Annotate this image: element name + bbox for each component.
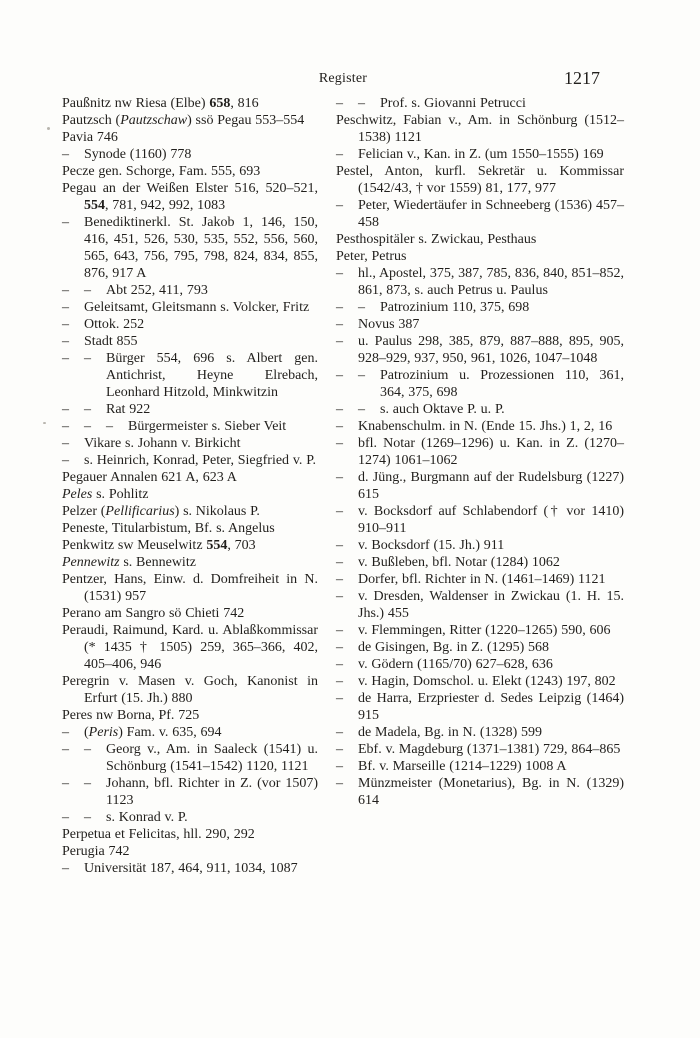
entry-text: Bürger 554, 696 s. Albert gen. Antichrist, Heyne Elrebach, Leonhard Hitzold, Minkwitzin: [106, 351, 318, 400]
entry-text: Benediktinerkl. St. Jakob 1, 146, 150, 416, 451, 526, 530, 535, 552, 556, 560, 565, 643, 756, 795, 798, 824, 834, 855, 876, 917 A: [84, 215, 318, 281]
entry-text: 554: [206, 538, 228, 553]
entry-text: Georg v., Am. in Saaleck (1541) u. Schönburg (1541–1542) 1120, 1121: [106, 742, 318, 774]
index-entry: [62, 741, 318, 775]
index-entry: [336, 367, 624, 401]
index-entry: [62, 707, 318, 724]
entry-text: Pautzsch (: [62, 113, 121, 128]
entry-text: v. Dresden, Waldenser in Zwickau (1. H. 15. Jhs.) 455: [358, 589, 624, 621]
index-entry: [336, 112, 624, 146]
subentry-dash: –: [336, 300, 343, 315]
entry-text: Knabenschulm. in N. (Ende 15. Jhs.) 1, 2, 16: [358, 419, 613, 434]
subentry-dash: –: [84, 810, 91, 825]
subentry-dash: –: [62, 453, 69, 468]
entry-text: Penkwitz sw Meuselwitz: [62, 538, 207, 553]
entry-text: Peneste, Titularbistum, Bf. s. Angelus: [62, 521, 275, 536]
entry-text: Pentzer, Hans, Einw. d. Domfreiheit in N. (1531) 957: [62, 572, 318, 604]
subentry-dash: –: [336, 742, 343, 757]
entry-text: Peter, Wiedertäufer in Schneeberg (1536) 457–458: [358, 198, 624, 230]
index-entry: [62, 843, 318, 860]
index-entry: [62, 316, 318, 333]
entry-text: Rat 922: [106, 402, 151, 417]
entry-text: , 816: [230, 96, 259, 111]
entry-text: Patrozinium 110, 375, 698: [380, 300, 530, 315]
index-entry: [62, 418, 318, 435]
entry-text: Perugia 742: [62, 844, 130, 859]
subentry-dash: –: [62, 810, 69, 825]
index-entry: [62, 146, 318, 163]
index-entry: [336, 588, 624, 622]
entry-text: Bf. v. Marseille (1214–1229) 1008 A: [358, 759, 567, 774]
entry-text: Stadt 855: [84, 334, 138, 349]
index-entry: [62, 163, 318, 180]
subentry-dash: –: [336, 147, 343, 162]
index-entry: [336, 418, 624, 435]
subentry-dash: –: [358, 96, 365, 111]
entry-text: 658: [209, 96, 231, 111]
entry-text: Peris: [88, 725, 119, 740]
entry-text: Ebf. v. Magdeburg (1371–1381) 729, 864–865: [358, 742, 621, 757]
subentry-dash: –: [62, 436, 69, 451]
entry-text: d. Jüng., Burgmann auf der Rudelsburg (1227) 615: [358, 470, 624, 502]
subentry-dash: –: [84, 419, 91, 434]
index-entry: [62, 401, 318, 418]
entry-text: Pavia 746: [62, 130, 118, 145]
index-entry: [336, 639, 624, 656]
index-column: [62, 95, 318, 877]
index-entry: [62, 486, 318, 503]
subentry-dash: –: [62, 861, 69, 876]
index-entry: [62, 435, 318, 452]
index-entry: [336, 333, 624, 367]
index-entry: [62, 673, 318, 707]
entry-text: u. Paulus 298, 385, 879, 887–888, 895, 905, 928–929, 937, 950, 961, 1026, 1047–1048: [358, 334, 624, 366]
index-entry: [62, 571, 318, 605]
subentry-dash: –: [336, 368, 343, 383]
entry-text: Johann, bfl. Richter in Z. (vor 1507) 1123: [106, 776, 318, 808]
entry-text: hl., Apostel, 375, 387, 785, 836, 840, 851–852, 861, 873, s. auch Petrus u. Paulus: [358, 266, 624, 298]
index-entry: [336, 248, 624, 265]
index-entry: [62, 333, 318, 350]
index-entry: [336, 554, 624, 571]
index-entry: [62, 537, 318, 554]
subentry-dash: –: [336, 776, 343, 791]
subentry-dash: –: [84, 283, 91, 298]
index-entry: [62, 180, 318, 214]
subentry-dash: –: [84, 402, 91, 417]
index-entry: [62, 503, 318, 520]
entry-text: ) s. Nikolaus P.: [174, 504, 260, 519]
subentry-dash: –: [336, 504, 343, 519]
entry-text: Pelzer (: [62, 504, 106, 519]
index-column: [336, 95, 624, 877]
index-entry: [336, 197, 624, 231]
index-entry: [62, 826, 318, 843]
index-entry: [336, 537, 624, 554]
index-entry: [336, 265, 624, 299]
index-entry: [336, 741, 624, 758]
subentry-dash: –: [336, 674, 343, 689]
index-entry: [62, 112, 318, 129]
index-entry: [336, 231, 624, 248]
index-entry: [336, 163, 624, 197]
page-header-title: Register: [318, 71, 368, 86]
index-entry: [62, 95, 318, 112]
entry-text: Peregrin v. Masen v. Goch, Kanonist in Erfurt (15. Jh.) 880: [62, 674, 318, 706]
entry-text: Pennewitz: [62, 555, 120, 570]
subentry-dash: –: [336, 589, 343, 604]
subentry-dash: –: [62, 419, 69, 434]
entry-text: Pecze gen. Schorge, Fam. 555, 693: [62, 164, 261, 179]
entry-text: v. Bocksdorf auf Schlabendorf († vor 1410) 910–911: [358, 504, 624, 536]
entry-text: de Madela, Bg. in N. (1328) 599: [358, 725, 543, 740]
subentry-dash: –: [336, 96, 343, 111]
entry-text: s. Heinrich, Konrad, Peter, Siegfried v. P.: [84, 453, 316, 468]
subentry-dash: –: [336, 198, 343, 213]
entry-text: Abt 252, 411, 793: [106, 283, 208, 298]
entry-text: Novus 387: [358, 317, 420, 332]
entry-text: Perpetua et Felicitas, hll. 290, 292: [62, 827, 255, 842]
subentry-dash: –: [336, 725, 343, 740]
index-entry: [62, 299, 318, 316]
subentry-dash: –: [84, 742, 91, 757]
entry-text: Pestel, Anton, kurfl. Sekretär u. Kommissar (1542/43, † vor 1559) 81, 177, 977: [336, 164, 624, 196]
subentry-dash: –: [336, 572, 343, 587]
entry-text: Pegau an der Weißen Elster 516, 520–521,: [62, 181, 318, 196]
subentry-dash: –: [336, 640, 343, 655]
subentry-dash: –: [336, 266, 343, 281]
scan-speck: [43, 422, 46, 424]
index-entry: [336, 690, 624, 724]
subentry-dash: –: [62, 215, 69, 230]
subentry-dash: –: [106, 419, 113, 434]
index-entry: [336, 622, 624, 639]
entry-text: v. Bocksdorf (15. Jh.) 911: [358, 538, 505, 553]
subentry-dash: –: [336, 555, 343, 570]
index-entry: [62, 605, 318, 622]
index-entry: [336, 775, 624, 809]
entry-text: Prof. s. Giovanni Petrucci: [380, 96, 526, 111]
entry-text: Peles: [62, 487, 93, 502]
subentry-dash: –: [336, 470, 343, 485]
entry-text: Vikare s. Johann v. Birkicht: [84, 436, 241, 451]
subentry-dash: –: [62, 742, 69, 757]
subentry-dash: –: [336, 419, 343, 434]
entry-text: Peschwitz, Fabian v., Am. in Schönburg (1512–1538) 1121: [336, 113, 624, 145]
entry-text: v. Flemmingen, Ritter (1220–1265) 590, 606: [358, 623, 611, 638]
index-entry: [336, 316, 624, 333]
entry-text: Peres nw Borna, Pf. 725: [62, 708, 200, 723]
entry-text: (: [84, 725, 89, 740]
index-entry: [336, 673, 624, 690]
index-entry: [62, 350, 318, 401]
entry-text: v. Bußleben, bfl. Notar (1284) 1062: [358, 555, 560, 570]
entry-text: ) Fam. v. 635, 694: [118, 725, 222, 740]
subentry-dash: –: [62, 317, 69, 332]
entry-text: de Gisingen, Bg. in Z. (1295) 568: [358, 640, 550, 655]
index-entry: [336, 95, 624, 112]
entry-text: s. Bennewitz: [119, 555, 196, 570]
index-entry: [336, 758, 624, 775]
subentry-dash: –: [62, 283, 69, 298]
running-header: [62, 68, 624, 90]
index-entry: [336, 656, 624, 673]
entry-text: Paußnitz nw Riesa (Elbe): [62, 96, 210, 111]
subentry-dash: –: [336, 402, 343, 417]
entry-text: Ottok. 252: [84, 317, 145, 332]
entry-text: , 703: [227, 538, 256, 553]
entry-text: Pegauer Annalen 621 A, 623 A: [62, 470, 237, 485]
entry-text: Felician v., Kan. in Z. (um 1550–1555) 169: [358, 147, 604, 162]
page-number: 1217: [564, 68, 600, 88]
index-entry: [62, 622, 318, 673]
entry-text: Münzmeister (Monetarius), Bg. in N. (1329) 614: [358, 776, 624, 808]
subentry-dash: –: [62, 334, 69, 349]
entry-text: Peraudi, Raimund, Kard. u. Ablaßkommissar (* 1435 † 1505) 259, 365–366, 402, 405–406, 946: [62, 623, 318, 672]
subentry-dash: –: [336, 657, 343, 672]
entry-text: bfl. Notar (1269–1296) u. Kan. in Z. (1270–1274) 1061–1062: [358, 436, 624, 468]
index-columns: [62, 95, 624, 877]
entry-text: Synode (1160) 778: [84, 147, 192, 162]
index-entry: [336, 146, 624, 163]
index-entry: [62, 452, 318, 469]
index-entry: [62, 860, 318, 877]
entry-text: s. Pohlitz: [92, 487, 149, 502]
subentry-dash: –: [84, 351, 91, 366]
index-entry: [336, 299, 624, 316]
index-entry: [336, 571, 624, 588]
subentry-dash: –: [62, 725, 69, 740]
entry-text: Peter, Petrus: [336, 249, 407, 264]
subentry-dash: –: [336, 334, 343, 349]
subentry-dash: –: [336, 538, 343, 553]
index-entry: [336, 469, 624, 503]
entry-text: s. auch Oktave P. u. P.: [380, 402, 505, 417]
index-entry: [62, 520, 318, 537]
subentry-dash: –: [336, 759, 343, 774]
index-entry: [336, 724, 624, 741]
subentry-dash: –: [62, 402, 69, 417]
entry-text: Patrozinium u. Prozessionen 110, 361, 364, 375, 698: [380, 368, 624, 400]
index-entry: [62, 214, 318, 282]
subentry-dash: –: [336, 436, 343, 451]
index-entry: [62, 129, 318, 146]
index-entry: [336, 503, 624, 537]
entry-text: , 781, 942, 992, 1083: [105, 198, 226, 213]
entry-text: Perano am Sangro sö Chieti 742: [62, 606, 245, 621]
entry-text: Pesthospitäler s. Zwickau, Pesthaus: [336, 232, 537, 247]
subentry-dash: –: [62, 776, 69, 791]
scan-speck: [47, 127, 50, 130]
index-entry: [62, 282, 318, 299]
index-entry: [62, 724, 318, 741]
index-entry: [336, 435, 624, 469]
subentry-dash: –: [336, 317, 343, 332]
entry-text: s. Konrad v. P.: [106, 810, 188, 825]
entry-text: Geleitsamt, Gleitsmann s. Volcker, Fritz: [84, 300, 310, 315]
index-entry: [62, 809, 318, 826]
subentry-dash: –: [336, 623, 343, 638]
index-entry: [62, 554, 318, 571]
subentry-dash: –: [336, 691, 343, 706]
index-entry: [62, 469, 318, 486]
entry-text: v. Gödern (1165/70) 627–628, 636: [358, 657, 553, 672]
entry-text: de Harra, Erzpriester d. Sedes Leipzig (1464) 915: [358, 691, 624, 723]
entry-text: Universität 187, 464, 911, 1034, 1087: [84, 861, 298, 876]
entry-text: 554: [84, 198, 105, 213]
entry-text: v. Hagin, Domschol. u. Elekt (1243) 197, 802: [358, 674, 616, 689]
subentry-dash: –: [84, 776, 91, 791]
subentry-dash: –: [358, 402, 365, 417]
subentry-dash: –: [358, 368, 365, 383]
entry-text: ) ssö Pegau 553–554: [187, 113, 305, 128]
subentry-dash: –: [358, 300, 365, 315]
entry-text: Pautzschaw: [120, 113, 188, 128]
subentry-dash: –: [62, 351, 69, 366]
entry-text: Dorfer, bfl. Richter in N. (1461–1469) 1121: [358, 572, 606, 587]
entry-text: Bürgermeister s. Sieber Veit: [128, 419, 287, 434]
entry-text: Pellificarius: [105, 504, 175, 519]
subentry-dash: –: [62, 300, 69, 315]
subentry-dash: –: [62, 147, 69, 162]
index-entry: [62, 775, 318, 809]
index-entry: [336, 401, 624, 418]
